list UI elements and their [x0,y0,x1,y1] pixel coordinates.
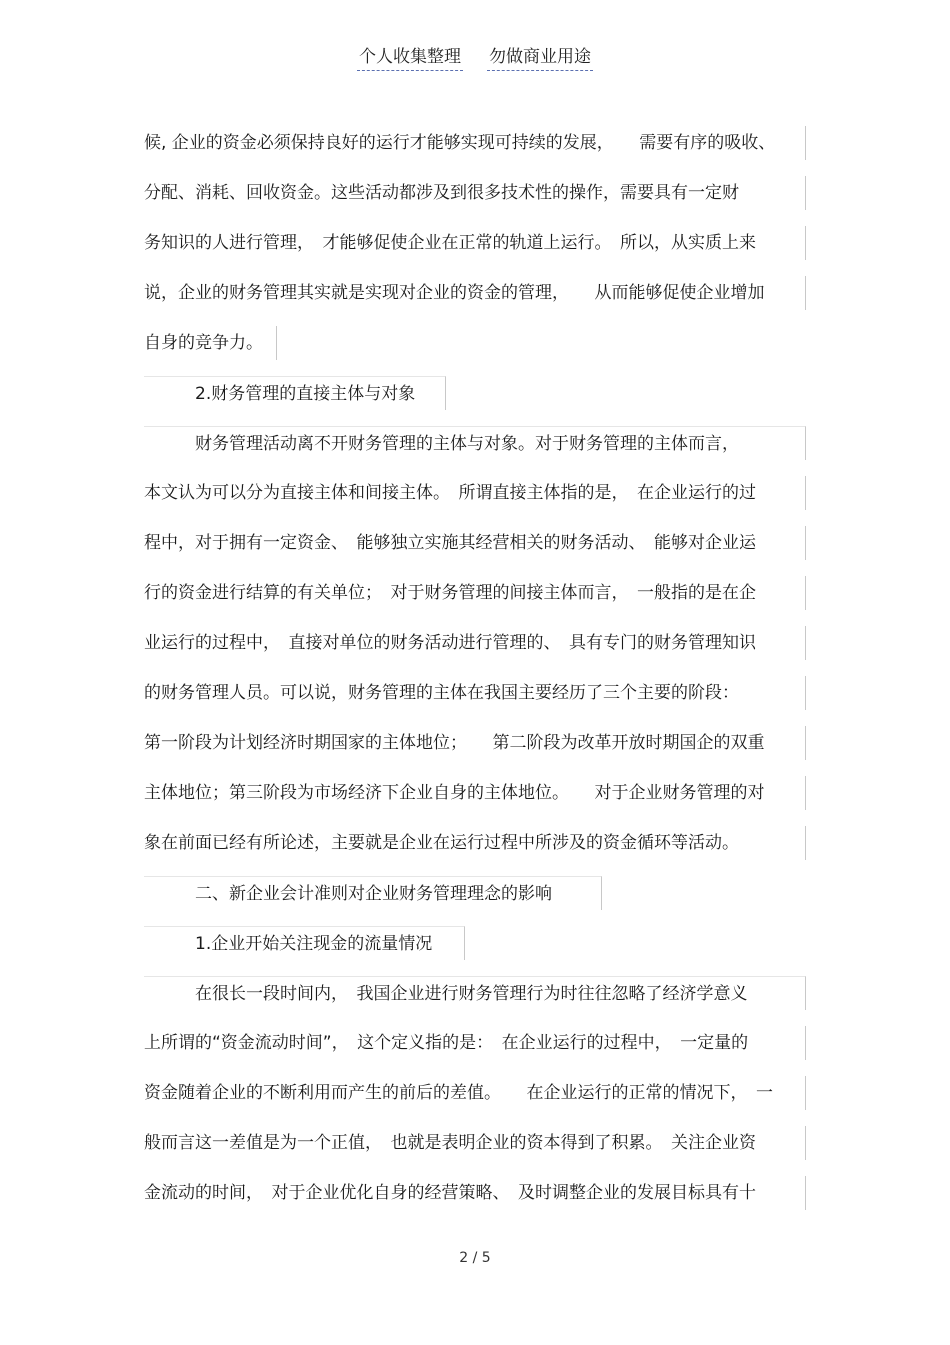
text-line: 金流动的时间， 对于企业优化自身的经营策略、 及时调整企业的发展目标具有十 [144,1176,806,1210]
text-line: 候, 企业的资金必须保持良好的运行才能够实现可持续的发展， 需要有序的吸收、 [144,126,806,160]
text-line: 分配、消耗、回收资金。这些活动都涉及到很多技术性的操作，需要具有一定财 [144,176,806,210]
text-line: 的财务管理人员。可以说，财务管理的主体在我国主要经历了三个主要的阶段： [144,676,806,710]
text-line: 财务管理活动离不开财务管理的主体与对象。对于财务管理的主体而言， [144,426,806,460]
text-line: 般而言这一差值是为一个正值， 也就是表明企业的资本得到了积累。 关注企业资 [144,1126,806,1160]
header-right: 勿做商业用途 [487,42,593,71]
section-heading: 2.财务管理的直接主体与对象 [144,376,446,410]
page-header [0,42,950,71]
section-heading: 二、新企业会计准则对企业财务管理理念的影响 [144,876,602,910]
text-line: 本文认为可以分为直接主体和间接主体。 所谓直接主体指的是， 在企业运行的过 [144,476,806,510]
text-line: 说，企业的财务管理其实就是实现对企业的资金的管理， 从而能够促使企业增加 [144,276,806,310]
text-line: 象在前面已经有所论述，主要就是企业在运行过程中所涉及的资金循环等活动。 [144,826,806,860]
text-line: 第一阶段为计划经济时期国家的主体地位； 第二阶段为改革开放时期国企的双重 [144,726,806,760]
text-line: 自身的竞争力。 [144,326,277,360]
header-left: 个人收集整理 [357,42,463,71]
page-number: 2 / 5 [459,1250,491,1266]
text-line: 程中，对于拥有一定资金、 能够独立实施其经营相关的财务活动、 能够对企业运 [144,526,806,560]
text-line: 业运行的过程中， 直接对单位的财务活动进行管理的、 具有专门的财务管理知识 [144,626,806,660]
text-line: 主体地位；第三阶段为市场经济下企业自身的主体地位。 对于企业财务管理的对 [144,776,806,810]
section-heading: 1.企业开始关注现金的流量情况 [144,926,465,960]
text-line: 行的资金进行结算的有关单位； 对于财务管理的间接主体而言， 一般指的是在企 [144,576,806,610]
text-line: 务知识的人进行管理， 才能够促使企业在正常的轨道上运行。 所以，从实质上来 [144,226,806,260]
text-line: 在很长一段时间内， 我国企业进行财务管理行为时往往忽略了经济学意义 [144,976,806,1010]
text-line: 资金随着企业的不断利用而产生的前后的差值。 在企业运行的正常的情况下， 一 [144,1076,806,1110]
text-line: 上所谓的“资金流动时间”， 这个定义指的是： 在企业运行的过程中， 一定量的 [144,1026,806,1060]
